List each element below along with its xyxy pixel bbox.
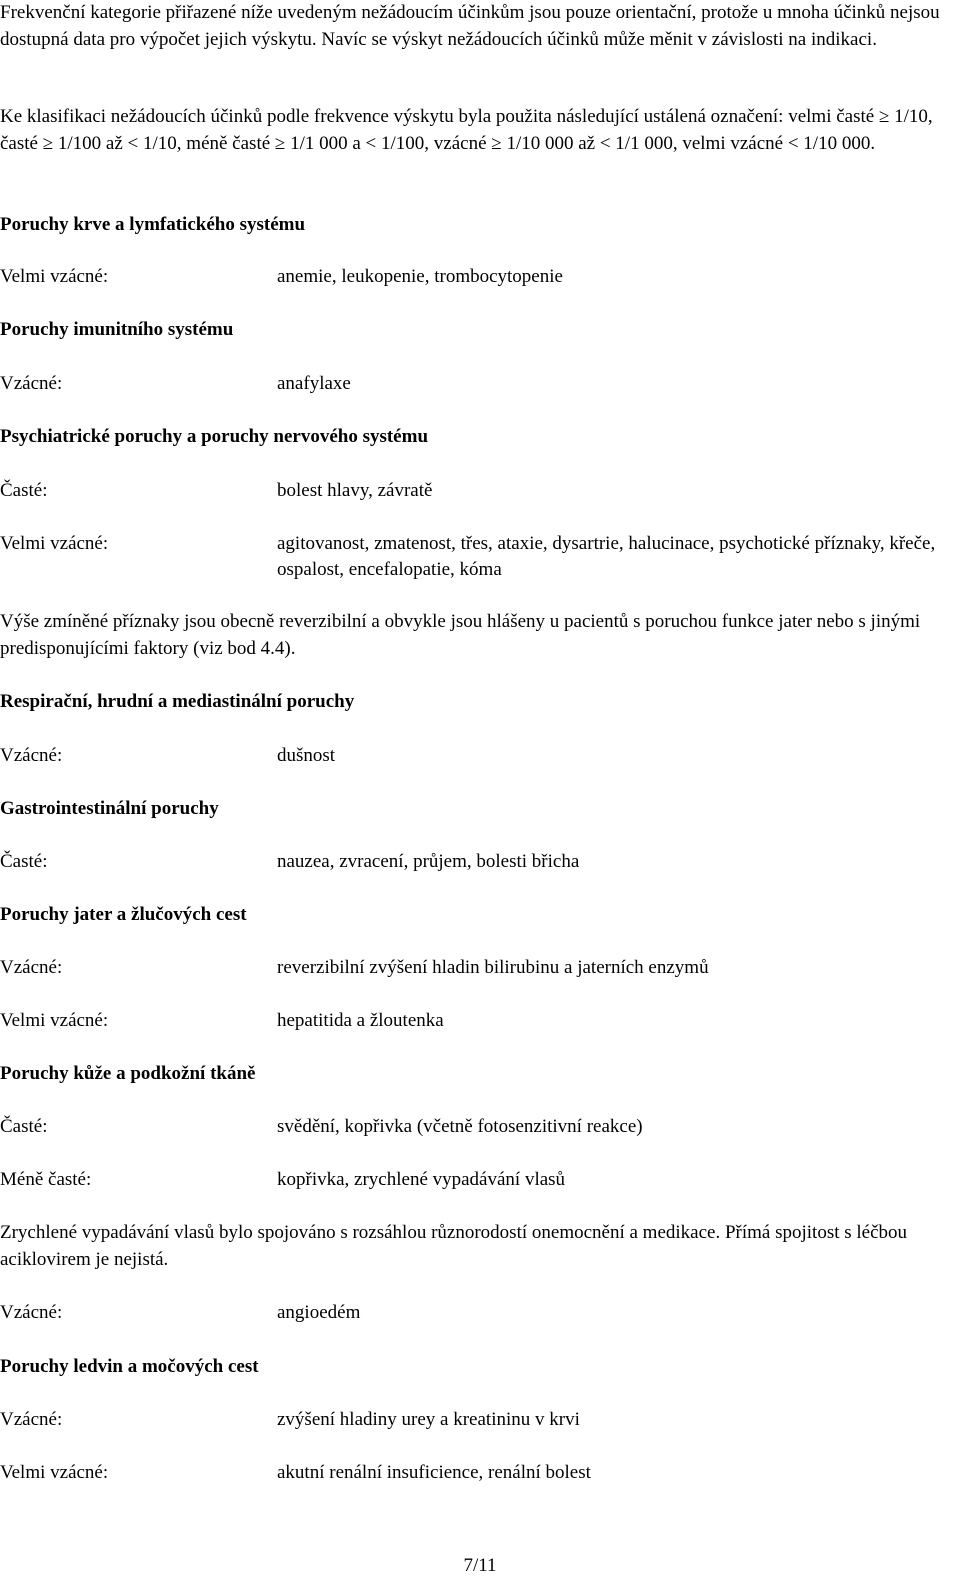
frequency-label: Vzácné: [0,1302,63,1323]
effect-text: nauzea, zvracení, průjem, bolesti břicha [277,851,580,872]
effect-text: hepatitida a žloutenka [277,1010,444,1031]
frequency-label: Velmi vzácné: [0,1010,109,1031]
intro-paragraph-frequency-definitions: Ke klasifikaci nežádoucích účinků podle frekvence výskytu byla použita následující ustálená označení: velmi časté ≥ 1/10, časté ≥ 1/100 až < 1/10, méně časté ≥ 1/1 000 a < 1/100, vzácné ≥ 1/10 000 až < 1/1 000, velmi vzácné < 1/10 000. [0,106,933,154]
section-heading-respiratory: Respirační, hrudní a mediastinální poruchy [0,691,355,712]
frequency-label: Vzácné: [0,957,63,978]
section-heading-renal: Poruchy ledvin a močových cest [0,1356,259,1377]
section-heading-psychiatric-nervous: Psychiatrické poruchy a poruchy nervového systému [0,426,429,447]
effect-text: angioedém [277,1302,361,1323]
frequency-label: Vzácné: [0,1409,63,1430]
section-note-skin: Zrychlené vypadávání vlasů bylo spojováno s rozsáhlou různorodostí onemocnění a medikace. Přímá spojitost s léčbou aciklovirem je nejistá. [0,1222,908,1270]
section-note-psychiatric: Výše zmíněné příznaky jsou obecně reverzibilní a obvykle jsou hlášeny u pacientů s poruchou funkce jater nebo s jinými predisponujícími faktory (viz bod 4.4). [0,611,921,659]
effect-text: akutní renální insuficience, renální bolest [277,1462,591,1483]
effect-text: dušnost [277,745,336,766]
frequency-label: Méně časté: [0,1169,92,1190]
effect-text: reverzibilní zvýšení hladin bilirubinu a jaterních enzymů [277,957,709,978]
frequency-label: Časté: [0,1116,48,1137]
effect-text: kopřivka, zrychlené vypadávání vlasů [277,1169,566,1190]
effect-text: bolest hlavy, závratě [277,480,433,501]
frequency-label: Velmi vzácné: [0,266,109,287]
frequency-label: Vzácné: [0,373,63,394]
effect-text: anafylaxe [277,373,351,394]
frequency-label: Časté: [0,851,48,872]
effect-text: agitovanost, zmatenost, třes, ataxie, dysartrie, halucinace, psychotické příznaky, křeče, ospalost, encefalopatie, kóma [277,533,936,580]
section-heading-skin: Poruchy kůže a podkožní tkáně [0,1063,256,1084]
intro-paragraph-frequency-note: Frekvenční kategorie přiřazené níže uvedeným nežádoucím účinkům jsou pouze orientační, protože u mnoha účinků nejsou dostupná data pro výpočet jejich výskytu. Navíc se výskyt nežádoucích účinků může měnit v závislosti na indikaci. [0,2,940,50]
page-footer [0,1553,960,1579]
frequency-label: Časté: [0,480,48,501]
section-heading-hepatobiliary: Poruchy jater a žlučových cest [0,904,247,925]
section-heading-blood: Poruchy krve a lymfatického systému [0,214,306,235]
effect-text: svědění, kopřivka (včetně fotosenzitivní reakce) [277,1116,643,1137]
frequency-label: Velmi vzácné: [0,1462,109,1483]
section-heading-immune: Poruchy imunitního systému [0,319,234,340]
effect-text: zvýšení hladiny urey a kreatininu v krvi [277,1409,580,1430]
effect-text: anemie, leukopenie, trombocytopenie [277,266,563,287]
frequency-label: Vzácné: [0,745,63,766]
frequency-label: Velmi vzácné: [0,533,109,554]
page-number: 7/11 [463,1555,497,1576]
section-heading-gastrointestinal: Gastrointestinální poruchy [0,798,219,819]
